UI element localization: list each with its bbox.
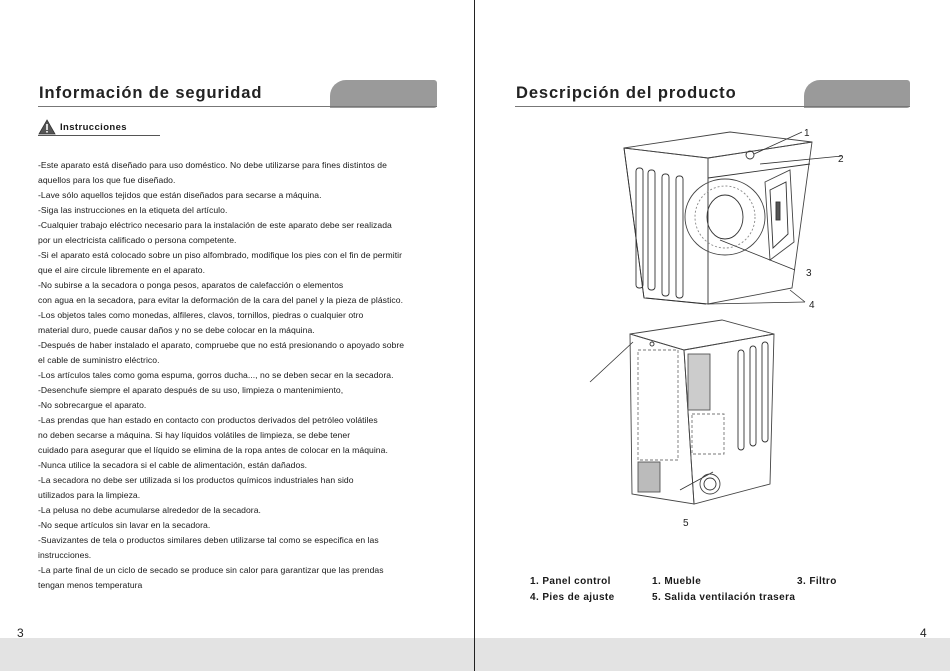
instruction-line: -La pelusa no debe acumularse alrededor de la secadora. — [38, 505, 261, 515]
instruction-line: -No sobrecargue el aparato. — [38, 400, 147, 410]
header-tab — [804, 80, 910, 108]
warning-triangle-icon — [38, 119, 56, 135]
callout-1: 1 — [804, 128, 810, 139]
legend-item-2: 1. Mueble — [652, 576, 702, 587]
instruction-line: -Las prendas que han estado en contacto con productos derivados del petróleo volátiles — [38, 415, 378, 425]
instruction-line: -Nunca utilice la secadora si el cable de alimentación, están dañados. — [38, 460, 308, 470]
instruction-line: tengan menos temperatura — [38, 580, 143, 590]
instruction-line: el cable de suministro eléctrico. — [38, 355, 160, 365]
instruction-line: material duro, puede causar daños y no se debe colocar en la máquina. — [38, 325, 315, 335]
instruction-line: -La secadora no debe ser utilizada si los productos químicos industriales han sido — [38, 475, 354, 485]
callout-2: 2 — [838, 154, 844, 165]
dryer-front-view — [624, 132, 812, 304]
legend-item-4: 4. Pies de ajuste — [530, 592, 615, 603]
safety-instructions-list — [38, 158, 458, 593]
instruction-line: -Desenchufe siempre el aparato después de su uso, limpieza o mantenimiento, — [38, 385, 344, 395]
instruction-line: -No seque artículos sin lavar en la secadora. — [38, 520, 211, 530]
instruction-line: -No subirse a la secadora o ponga pesos, aparatos de calefacción o elementos — [38, 280, 344, 290]
instruction-line: -Después de haber instalado el aparato, compruebe que no está presionando o apoyado sobre — [38, 340, 405, 350]
instruction-line: aquellos para los que fue diseñado. — [38, 175, 176, 185]
page-title: Información de seguridad — [39, 84, 263, 102]
section-rule — [38, 135, 160, 136]
instruction-line: -Cualquier trabajo eléctrico necesario para la instalación de este aparato debe ser realizada — [38, 220, 392, 230]
instruction-line: -Lave sólo aquellos tejidos que están diseñados para secarse a máquina. — [38, 190, 322, 200]
instruction-line: -Los artículos tales como goma espuma, gorros ducha..., no se deben secar en la secadora. — [38, 370, 394, 380]
instruction-line: instrucciones. — [38, 550, 92, 560]
dryer-diagram — [580, 112, 880, 542]
instruction-line: -Los objetos tales como monedas, alfileres, clavos, tornillos, piedras o cualquier otro — [38, 310, 364, 320]
instruction-line: que el aire circule libremente en el aparato. — [38, 265, 206, 275]
instruction-line: -Suavizantes de tela o productos similares deben utilizarse tal como se especifica en las — [38, 535, 379, 545]
instruction-line: -Este aparato está diseñado para uso doméstico. No debe utilizarse para fines distintos de — [38, 160, 387, 170]
header-tab — [330, 80, 437, 108]
legend-item-5: 5. Salida ventilación trasera — [652, 592, 796, 603]
instruction-line: -Siga las instrucciones en la etiqueta del artículo. — [38, 205, 228, 215]
callout-lines — [590, 132, 842, 490]
header-rule — [38, 106, 437, 107]
callout-numbers — [683, 128, 844, 529]
callout-3: 3 — [806, 268, 812, 279]
legend-item-1: 1. Panel control — [530, 576, 611, 587]
instruction-line: por un electricista calificado o persona competente. — [38, 235, 237, 245]
page-number: 4 — [920, 626, 927, 640]
instruction-line: cuidado para asegurar que el líquido se elimina de la ropa antes de colocar en la máquina. — [38, 445, 388, 455]
instruction-line: -Si el aparato está colocado sobre un piso alfombrado, modifique los pies con el fin de permitir — [38, 250, 403, 260]
footer-band — [475, 638, 950, 671]
footer-band — [0, 638, 474, 671]
instruction-line: con agua en la secadora, para evitar la deformación de la cara del panel y la pieza de plástico. — [38, 295, 404, 305]
instruction-line: utilizados para la limpieza. — [38, 490, 141, 500]
legend-item-3: 3. Filtro — [797, 576, 837, 587]
instruction-line: no deben secarse a máquina. Si hay líquidos volátiles de limpieza, se debe tener — [38, 430, 351, 440]
callout-5: 5 — [683, 518, 689, 529]
section-title: Instrucciones — [60, 122, 127, 133]
callout-4: 4 — [809, 300, 815, 311]
dryer-back-view — [630, 320, 774, 504]
page-title: Descripción del producto — [516, 84, 737, 102]
page-number: 3 — [17, 626, 24, 640]
header-rule — [515, 106, 910, 107]
instruction-line: -La parte final de un ciclo de secado se produce sin calor para garantizar que las prendas — [38, 565, 384, 575]
